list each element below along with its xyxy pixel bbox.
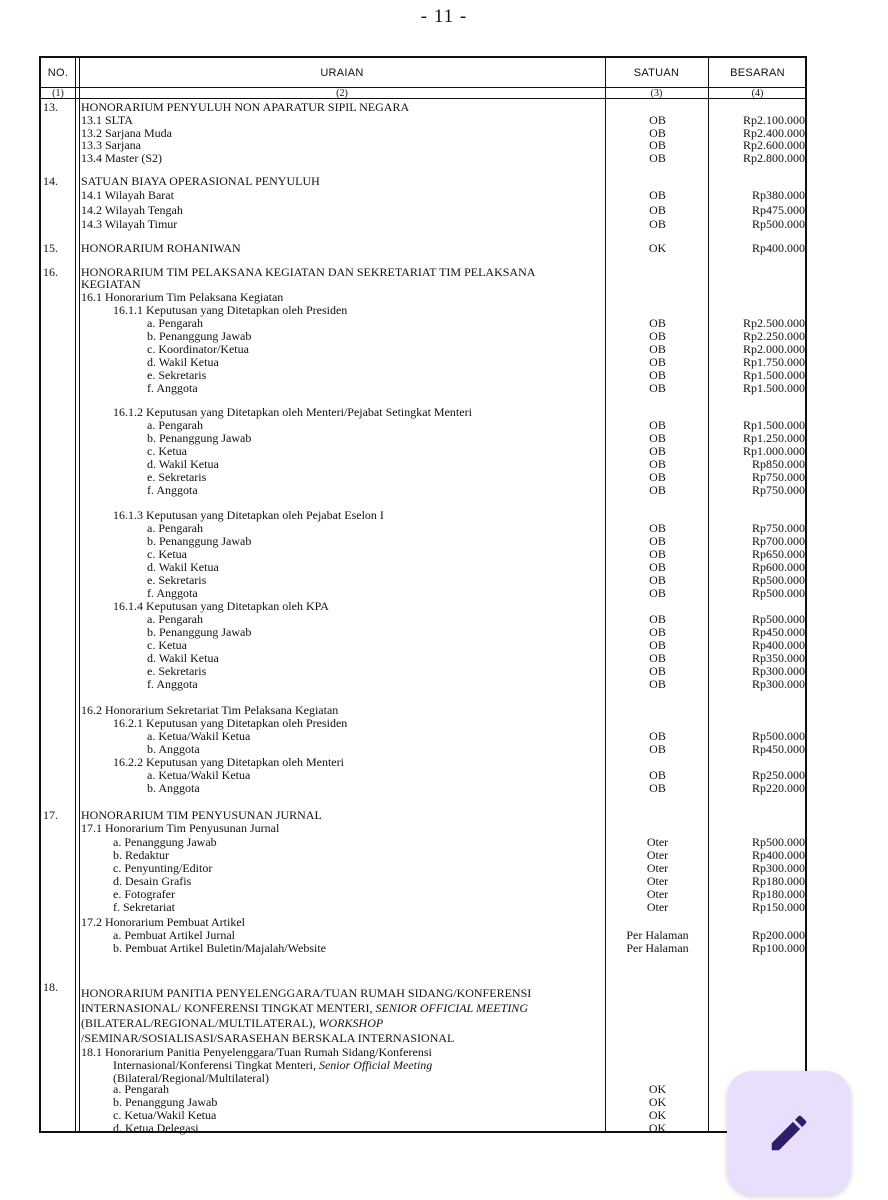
row-unit: Oter xyxy=(646,887,669,901)
row-amount: Rp250.000 xyxy=(751,768,805,782)
table-row xyxy=(41,101,805,114)
row-amount: Rp200.000 xyxy=(751,928,805,942)
row-description xyxy=(147,382,198,395)
row-unit: OB xyxy=(649,560,666,574)
row-amount: Rp2.000.000 xyxy=(742,342,805,356)
row-amount: Rp180.000 xyxy=(751,887,805,901)
description-text: c. Penyunting/Editor xyxy=(113,861,213,875)
row-amount: Rp2.600.000 xyxy=(742,138,805,152)
row-unit: OK xyxy=(648,1108,667,1122)
row-number: 18. xyxy=(43,980,58,994)
description-text: a. Pembuat Artikel Jurnal xyxy=(113,928,235,942)
row-amount: Rp500.000 xyxy=(751,729,805,743)
row-description xyxy=(147,678,198,691)
table-row xyxy=(41,678,805,691)
row-unit: OB xyxy=(649,138,666,152)
row-number: 17. xyxy=(43,808,58,822)
row-description xyxy=(113,942,326,955)
row-amount: Rp300.000 xyxy=(751,677,805,691)
row-amount: Rp1.500.000 xyxy=(742,418,805,432)
row-unit: OB xyxy=(649,418,666,432)
description-text: b. Penanggung Jawab xyxy=(147,625,252,639)
table-row xyxy=(41,382,805,395)
row-amount: Rp700.000 xyxy=(751,534,805,548)
row-unit: OB xyxy=(649,329,666,343)
description-italic: WORKSHOP xyxy=(318,1016,384,1030)
col-number: (4) xyxy=(751,88,764,99)
description-text: f. Anggota xyxy=(147,483,198,497)
description-text: a. Pengarah xyxy=(147,316,203,330)
table-row xyxy=(41,484,805,497)
row-description xyxy=(81,1032,454,1045)
description-text: 16.2.2 Keputusan yang Ditetapkan oleh Menteri xyxy=(113,755,344,769)
description-text: HONORARIUM ROHANIWAN xyxy=(81,241,241,255)
row-unit: OB xyxy=(649,381,666,395)
description-text: HONORARIUM TIM PENYUSUNAN JURNAL xyxy=(81,808,322,822)
table-row xyxy=(41,1017,805,1030)
row-unit: OB xyxy=(649,444,666,458)
edit-button[interactable] xyxy=(727,1071,851,1195)
row-amount: Rp750.000 xyxy=(751,483,805,497)
description-text: 16.2.1 Keputusan yang Ditetapkan oleh Presiden xyxy=(113,716,348,730)
row-description xyxy=(81,204,183,217)
row-unit: OB xyxy=(649,431,666,445)
row-unit: OB xyxy=(649,547,666,561)
description-text: a. Penanggung Jawab xyxy=(113,835,217,849)
row-amount: Rp750.000 xyxy=(751,521,805,535)
row-unit: Oter xyxy=(646,835,669,849)
table-row xyxy=(41,782,805,795)
col-number: (3) xyxy=(650,88,663,99)
row-description xyxy=(81,218,177,231)
row-amount: Rp600.000 xyxy=(751,560,805,574)
row-unit: OB xyxy=(649,768,666,782)
row-unit: OB xyxy=(649,217,666,231)
row-description xyxy=(81,987,531,1000)
row-unit: Per Halaman xyxy=(626,928,689,942)
description-text: Internasional/Konferensi Tingkat Menteri, xyxy=(113,1058,316,1072)
row-amount: Rp750.000 xyxy=(751,470,805,484)
page-number: - 11 - xyxy=(420,6,468,27)
row-description xyxy=(81,1017,383,1030)
description-text: b. Anggota xyxy=(147,781,200,795)
row-amount: Rp500.000 xyxy=(751,573,805,587)
row-amount: Rp1.500.000 xyxy=(742,368,805,382)
header-satuan: SATUAN xyxy=(633,67,680,79)
row-unit: OB xyxy=(649,188,666,202)
description-text: 18.1 Honorarium Panitia Penyelenggara/Tuan Rumah Sidang/Konferensi xyxy=(81,1045,432,1059)
description-text: d. Ketua Delegasi xyxy=(113,1121,199,1135)
description-text: f. Sekretariat xyxy=(113,900,175,914)
description-text: 13.1 SLTA xyxy=(81,113,133,127)
row-unit: Oter xyxy=(646,874,669,888)
row-unit: OB xyxy=(649,342,666,356)
row-unit: OB xyxy=(649,612,666,626)
row-amount: Rp1.500.000 xyxy=(742,381,805,395)
row-unit: OB xyxy=(649,651,666,665)
description-text: c. Ketua xyxy=(147,638,187,652)
row-number: 16. xyxy=(43,265,58,279)
description-text: b. Penanggung Jawab xyxy=(147,329,252,343)
row-unit: OB xyxy=(649,483,666,497)
row-amount: Rp2.100.000 xyxy=(742,113,805,127)
row-unit: OB xyxy=(649,521,666,535)
description-text: 17.1 Honorarium Tim Penyusunan Jurnal xyxy=(81,821,280,835)
row-unit: OK xyxy=(648,1121,667,1135)
row-amount: Rp500.000 xyxy=(751,612,805,626)
description-text: a. Pengarah xyxy=(113,1082,169,1096)
row-amount: Rp2.500.000 xyxy=(742,316,805,330)
row-amount: Rp450.000 xyxy=(751,625,805,639)
row-description xyxy=(81,242,241,255)
row-amount: Rp2.800.000 xyxy=(742,151,805,165)
description-text: 17.2 Honorarium Pembuat Artikel xyxy=(81,915,245,929)
row-amount: Rp500.000 xyxy=(751,217,805,231)
description-text: b. Penanggung Jawab xyxy=(147,534,252,548)
table-row xyxy=(41,1122,805,1135)
table-row xyxy=(41,942,805,955)
row-description xyxy=(81,152,162,165)
row-unit: OB xyxy=(649,368,666,382)
description-text: HONORARIUM TIM PELAKSANA KEGIATAN DAN SEKRETARIAT TIM PELAKSANA xyxy=(81,265,536,279)
row-amount: Rp2.400.000 xyxy=(742,126,805,140)
description-text: b. Redaktur xyxy=(113,848,169,862)
description-text: b. Penanggung Jawab xyxy=(147,431,252,445)
description-text: 16.2 Honorarium Sekretariat Tim Pelaksana Kegiatan xyxy=(81,703,339,717)
row-amount: Rp850.000 xyxy=(751,457,805,471)
col-number: (1) xyxy=(52,88,64,99)
row-amount: Rp350.000 xyxy=(751,651,805,665)
row-description xyxy=(113,901,175,914)
row-unit: OK xyxy=(648,1095,667,1109)
row-unit: OB xyxy=(649,638,666,652)
description-text: 14.1 Wilayah Barat xyxy=(81,188,174,202)
row-unit: OB xyxy=(649,203,666,217)
row-unit: OB xyxy=(649,573,666,587)
row-unit: OB xyxy=(649,742,666,756)
col-number: (2) xyxy=(336,88,348,99)
table-row xyxy=(41,987,805,1000)
description-text: e. Sekretaris xyxy=(147,368,207,382)
description-text: a. Ketua/Wakil Ketua xyxy=(147,768,251,782)
description-text: a. Pengarah xyxy=(147,612,203,626)
row-amount: Rp450.000 xyxy=(751,742,805,756)
description-text: INTERNASIONAL/ KONFERENSI TINGKAT MENTERI, xyxy=(81,1001,373,1015)
description-text: c. Koordinator/Ketua xyxy=(147,342,249,356)
row-unit: OB xyxy=(649,534,666,548)
description-text: a. Pengarah xyxy=(147,418,203,432)
row-amount: Rp150.000 xyxy=(751,900,805,914)
description-text: a. Ketua/Wakil Ketua xyxy=(147,729,251,743)
row-unit: Per Halaman xyxy=(626,941,689,955)
row-amount: Rp1.000.000 xyxy=(742,444,805,458)
description-text: e. Sekretaris xyxy=(147,664,207,678)
description-text: SATUAN BIAYA OPERASIONAL PENYULUH xyxy=(81,174,320,188)
row-description xyxy=(113,1122,199,1135)
description-text: 16.1.4 Keputusan yang Ditetapkan oleh KPA xyxy=(113,599,329,613)
description-text: (BILATERAL/REGIONAL/MULTILATERAL), xyxy=(81,1016,316,1030)
description-text: e. Fotografer xyxy=(113,887,175,901)
description-text: c. Ketua xyxy=(147,444,187,458)
table-row xyxy=(41,822,805,835)
description-text: d. Wakil Ketua xyxy=(147,355,219,369)
description-text: 16.1.3 Keputusan yang Ditetapkan oleh Pejabat Eselon I xyxy=(113,508,384,522)
table-row xyxy=(41,218,805,231)
header-uraian: URAIAN xyxy=(320,67,364,79)
description-text: 16.1.2 Keputusan yang Ditetapkan oleh Menteri/Pejabat Setingkat Menteri xyxy=(113,405,472,419)
description-text: 13.3 Sarjana xyxy=(81,138,141,152)
table-row xyxy=(41,204,805,217)
table-row xyxy=(41,189,805,202)
description-text: f. Anggota xyxy=(147,381,198,395)
row-amount: Rp1.250.000 xyxy=(742,431,805,445)
row-amount: Rp300.000 xyxy=(751,861,805,875)
description-text: 13.4 Master (S2) xyxy=(81,151,162,165)
row-unit: OB xyxy=(649,316,666,330)
description-text: /SEMINAR/SOSIALISASI/SARASEHAN BERSKALA INTERNASIONAL xyxy=(81,1031,455,1045)
table-row xyxy=(41,1032,805,1045)
row-amount: Rp220.000 xyxy=(751,781,805,795)
row-amount: Rp400.000 xyxy=(751,241,805,255)
row-unit: Oter xyxy=(646,848,669,862)
row-unit: OB xyxy=(649,586,666,600)
description-text: d. Wakil Ketua xyxy=(147,457,219,471)
row-description xyxy=(81,189,174,202)
description-text: 16.1.1 Keputusan yang Ditetapkan oleh Presiden xyxy=(113,303,348,317)
row-unit: OK xyxy=(648,1082,667,1096)
description-text: c. Ketua/Wakil Ketua xyxy=(113,1108,217,1122)
row-description xyxy=(113,600,329,613)
description-text: (Bilateral/Regional/Multilateral) xyxy=(113,1071,269,1085)
description-text: b. Anggota xyxy=(147,742,200,756)
row-number: 14. xyxy=(43,174,58,188)
row-unit: OB xyxy=(649,151,666,165)
description-text: c. Ketua xyxy=(147,547,187,561)
description-text: 16.1 Honorarium Tim Pelaksana Kegiatan xyxy=(81,290,284,304)
pencil-icon xyxy=(766,1110,812,1156)
description-text: f. Anggota xyxy=(147,677,198,691)
row-description xyxy=(81,822,279,835)
description-italic: SENIOR OFFICIAL MEETING xyxy=(375,1001,528,1015)
row-amount: Rp2.250.000 xyxy=(742,329,805,343)
row-amount: Rp500.000 xyxy=(751,586,805,600)
description-text: d. Wakil Ketua xyxy=(147,560,219,574)
row-unit: OB xyxy=(649,677,666,691)
row-amount: Rp500.000 xyxy=(751,835,805,849)
description-text: d. Wakil Ketua xyxy=(147,651,219,665)
row-number: 13. xyxy=(43,100,58,114)
row-amount: Rp300.000 xyxy=(751,664,805,678)
row-unit: OB xyxy=(649,781,666,795)
row-unit: OB xyxy=(649,113,666,127)
description-italic: Senior Official Meeting xyxy=(318,1058,433,1072)
description-text: b. Pembuat Artikel Buletin/Majalah/Website xyxy=(113,941,326,955)
description-text: d. Desain Grafis xyxy=(113,874,192,888)
table-row xyxy=(41,1002,805,1015)
row-description xyxy=(81,1002,528,1015)
description-text: KEGIATAN xyxy=(81,277,141,291)
row-amount: Rp100.000 xyxy=(751,941,805,955)
row-unit: OB xyxy=(649,470,666,484)
row-unit: OB xyxy=(649,126,666,140)
row-description xyxy=(147,782,200,795)
row-unit: OB xyxy=(649,664,666,678)
description-text: 14.2 Wilayah Tengah xyxy=(81,203,183,217)
description-text: e. Sekretaris xyxy=(147,573,207,587)
row-unit: Oter xyxy=(646,861,669,875)
table-row xyxy=(41,242,805,255)
table-row xyxy=(41,175,805,188)
header-besaran: BESARAN xyxy=(730,67,785,79)
description-text: a. Pengarah xyxy=(147,521,203,535)
description-text: 13.2 Sarjana Muda xyxy=(81,126,172,140)
row-amount: Rp475.000 xyxy=(751,203,805,217)
row-amount: Rp380.000 xyxy=(751,188,805,202)
table-row xyxy=(41,152,805,165)
row-amount: Rp1.750.000 xyxy=(742,355,805,369)
description-text: f. Anggota xyxy=(147,586,198,600)
table-row xyxy=(41,901,805,914)
row-description xyxy=(81,175,320,188)
description-text: HONORARIUM PENYULUH NON APARATUR SIPIL NEGARA xyxy=(81,100,410,114)
description-text: 14.3 Wilayah Timur xyxy=(81,217,178,231)
row-unit: OK xyxy=(648,241,667,255)
row-unit: OB xyxy=(649,729,666,743)
row-unit: OB xyxy=(649,457,666,471)
row-unit: OB xyxy=(649,355,666,369)
row-number: 15. xyxy=(43,241,58,255)
row-amount: Rp650.000 xyxy=(751,547,805,561)
description-text: HONORARIUM PANITIA PENYELENGGARA/TUAN RUMAH SIDANG/KONFERENSI xyxy=(81,986,532,1000)
rates-table xyxy=(39,56,807,1133)
row-amount: Rp180.000 xyxy=(751,874,805,888)
row-unit: OB xyxy=(649,625,666,639)
row-unit: Oter xyxy=(646,900,669,914)
row-amount: Rp400.000 xyxy=(751,848,805,862)
description-text: e. Sekretaris xyxy=(147,470,207,484)
row-amount: Rp400.000 xyxy=(751,638,805,652)
description-text: b. Penanggung Jawab xyxy=(113,1095,218,1109)
header-no: NO. xyxy=(47,67,69,79)
row-description xyxy=(147,484,198,497)
